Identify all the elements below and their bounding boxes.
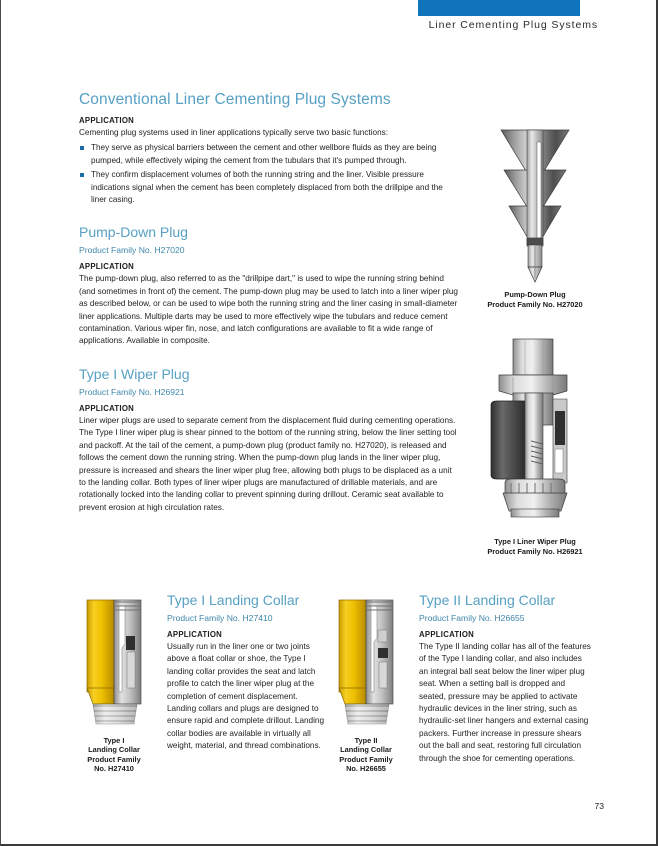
section-heading-type-ii-landing-collar: Type II Landing Collar — [419, 592, 556, 608]
section-type-ii-landing-collar — [323, 592, 593, 774]
application-label: APPLICATION — [419, 630, 475, 639]
page-number: 73 — [594, 801, 604, 811]
page-title: Conventional Liner Cementing Plug Systems — [79, 91, 391, 108]
figure-caption-line-1: Type I — [103, 736, 125, 745]
application-label: APPLICATION — [79, 116, 135, 125]
application-label: APPLICATION — [79, 262, 135, 272]
figure-caption-line-2: Product Family No. H27020 — [487, 299, 583, 309]
section-body-type-i-wiper-plug: Liner wiper plugs are used to separate cement from the displacement fluid during cementing operations. The Type I liner wiper plug is shear pinned to the bottom of the running string, below the liner setting tool and packoff. At the tail of the cement, a pump-down plug (product family no. H27020), is released and follows the cement down the running string. When the pump-down plug lands in the liner wiper plug, pressure is increased and shears the liner wiper plug free, allowing both plugs to be displaced as a unit to the landing collar. Both types of liner wiper plugs are manufactured of drillable materials, and are rotationally locked into the landing collar to prevent spinning during drillout. Ceramic seat available to prevent erosion at high circulation rates. — [79, 415, 457, 512]
figure-caption-line-4: No. H27410 — [94, 764, 134, 774]
section-body-pump-down-plug: The pump-down plug, also referred to as the "drillpipe dart," is used to wipe the running string behind (and sometimes in front of) the cement. The pump-down plug may be used to latch into a liner wiper plug as described below, or can be used to wipe both the running string and the liner casing in small-diameter liner applications. Multiple darts may be used to more effectively wipe the tubulars and reduce cement contamination. Various wiper fin, nose, and latch configurations are available to fit a wide range of applications. Available in composite. — [79, 274, 458, 346]
figure-caption-line-1: Pump-Down Plug — [504, 290, 566, 299]
product-family-number: Product Family No. H26921 — [79, 386, 185, 397]
text-block-type-ii-landing-collar — [409, 592, 593, 765]
intro-lead-text: Cementing plug systems used in liner applications typically serve two basic functions: — [79, 128, 388, 137]
figure-caption-line-2: Landing Collar — [340, 745, 392, 755]
section-type-i-landing-collar — [71, 592, 326, 774]
figure-pump-down-plug — [471, 126, 599, 309]
product-family-number: Product Family No. H27410 — [167, 613, 273, 623]
main-text-column — [79, 91, 459, 514]
figure-caption-type-i-liner-wiper-plug — [469, 537, 601, 556]
header-accent-bar — [418, 0, 580, 16]
intro-bullet-list — [79, 142, 459, 206]
figure-caption-line-3: Product Family — [339, 754, 393, 764]
section-body-type-i-landing-collar: Usually run in the liner one or two joints above a float collar or shoe, the Type I landing collar provides the seat and latch profile to catch the liner wiper plug at the completion of cement displacement. Landing collars and plugs are designed to ensure rapid and complete drillout. Landing collar bodies are available in virtually all weight, material, and thread combinations. — [167, 642, 325, 751]
section-type-i-wiper-plug — [79, 366, 459, 514]
figure-caption-line-4: No. H26655 — [346, 764, 386, 774]
section-conventional-liner-cementing-plug-systems — [79, 91, 459, 206]
figure-type-i-liner-wiper-plug — [469, 333, 601, 556]
section-heading-pump-down-plug: Pump-Down Plug — [79, 224, 188, 241]
section-body-type-ii-landing-collar: The Type II landing collar has all of the features of the Type I landing collar, and also includes an integral ball seat below the liner wiper plug seat. When a setting ball is dropped and seated, pressure may be applied to activate hydraulic devices in the liner string, such as hydraulic-set liner hangers and external casing packers. Further increase in pressure shears out the ball and seat, restoring full circulation through the shoe for cementing operations. — [419, 642, 591, 763]
section-heading-type-i-wiper-plug: Type I Wiper Plug — [79, 365, 190, 382]
type-i-landing-collar-icon — [79, 592, 149, 732]
section-heading-type-i-landing-collar: Type I Landing Collar — [167, 592, 300, 608]
type-i-liner-wiper-plug-icon — [469, 333, 601, 533]
list-item: They confirm displacement volumes of both the running string and the liner. Visible pressure indications signal when the cement has been completely displaced from both the drillpipe and the liner casing. — [79, 169, 459, 206]
section-pump-down-plug — [79, 224, 459, 347]
type-ii-landing-collar-icon — [331, 592, 401, 732]
figure-caption-pump-down-plug — [471, 290, 599, 309]
figure-type-i-landing-collar — [71, 592, 157, 774]
list-item: They serve as physical barriers between the cement and other wellbore fluids as they are being pumped, while effectively wiping the cement from the tubulars that it's pumped through. — [79, 142, 459, 167]
application-label: APPLICATION — [167, 630, 223, 639]
figure-caption-line-1: Type II — [354, 736, 378, 745]
figure-caption-line-1: Type I Liner Wiper Plug — [494, 537, 576, 546]
text-block-type-i-landing-collar — [157, 592, 326, 753]
figure-caption-type-ii-landing-collar — [323, 736, 409, 774]
figure-caption-line-3: Product Family — [87, 754, 141, 764]
figure-caption-line-2: Product Family No. H26921 — [487, 546, 583, 556]
pump-down-plug-icon — [471, 126, 599, 286]
figure-caption-line-2: Landing Collar — [88, 745, 140, 755]
product-family-number: Product Family No. H26655 — [419, 613, 525, 623]
header-title: Liner Cementing Plug Systems — [428, 19, 598, 31]
product-family-number: Product Family No. H27020 — [79, 245, 185, 256]
application-label: APPLICATION — [79, 403, 135, 413]
figure-type-ii-landing-collar — [323, 592, 409, 774]
figure-caption-type-i-landing-collar — [71, 736, 157, 774]
